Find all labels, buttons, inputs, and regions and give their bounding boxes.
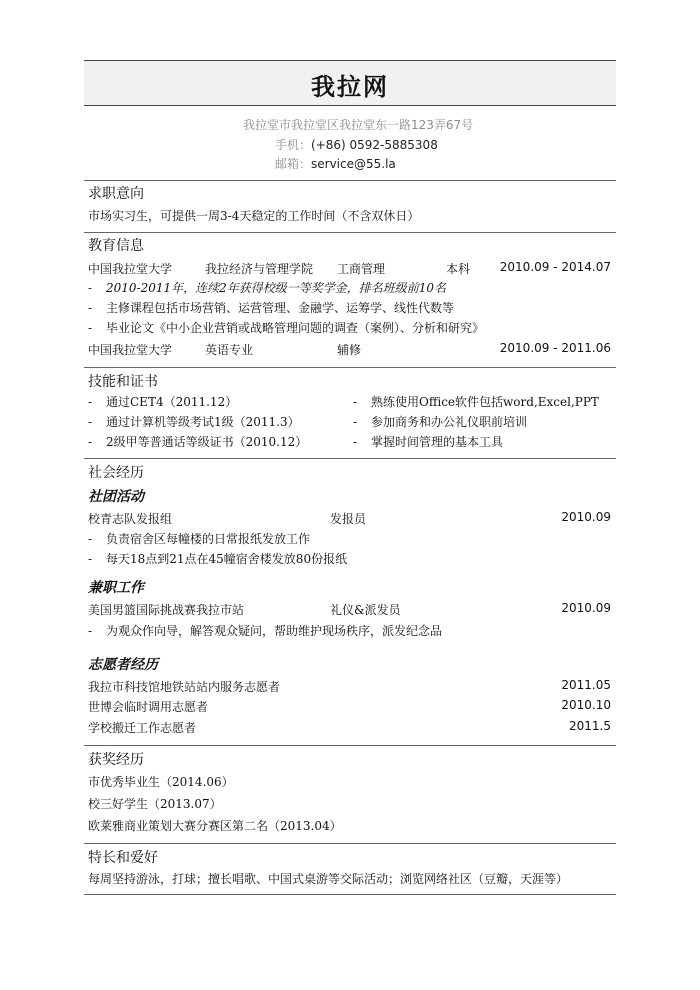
club-bullet: - 每天18点到21点在45幢宿舍楼发放80份报纸 <box>88 552 348 566</box>
volunteer-date: 2011.5 <box>569 719 611 733</box>
club-role: 发报员 <box>330 512 367 526</box>
divider <box>84 180 616 181</box>
section-title-awards: 获奖经历 <box>88 752 144 768</box>
phone-line <box>275 136 438 153</box>
subsection-club: 社团活动 <box>88 489 144 505</box>
divider <box>84 894 616 895</box>
skill-item: - 2级甲等普通话等级证书（2010.12） <box>88 435 308 449</box>
skill-item: - 参加商务和办公礼仪职前培训 <box>353 415 528 429</box>
parttime-date: 2010.09 <box>561 601 611 615</box>
divider <box>84 367 616 368</box>
email-value: service@55.la <box>311 157 396 171</box>
edu-college: 英语专业 <box>205 343 254 357</box>
divider <box>84 232 616 233</box>
volunteer-item: 我拉市科技馆地铁站站内服务志愿者 <box>88 680 281 694</box>
edu-major: 工商管理 <box>337 262 386 276</box>
phone-value: (+86) 0592-5885308 <box>311 138 438 152</box>
award-item: 校三好学生（2013.07） <box>88 797 222 811</box>
address: 我拉堂市我拉堂区我拉堂东一路123弄67号 <box>243 118 474 132</box>
section-title-education: 教育信息 <box>88 238 144 254</box>
section-title-skills: 技能和证书 <box>88 374 158 390</box>
resume-name: 我拉网 <box>311 73 389 101</box>
parttime-bullet: - 为观众作向导，解答观众疑问，帮助维护现场秩序，派发纪念品 <box>88 624 443 638</box>
edu-period: 2010.09 - 2014.07 <box>499 260 611 274</box>
skill-item: - 掌握时间管理的基本工具 <box>353 435 504 449</box>
divider <box>84 745 616 746</box>
club-bullet: - 负责宿舍区每幢楼的日常报纸发放工作 <box>88 532 311 546</box>
hobbies-text: 每周坚持游泳，打球；擅长唱歌、中国式桌游等交际活动；浏览网络社区（豆瓣，天涯等） <box>88 872 569 886</box>
edu-bullet: - 2010-2011年，连续2年获得校级一等奖学金，排名班级前10名 <box>88 281 447 295</box>
edu-school: 中国我拉堂大学 <box>88 343 173 357</box>
edu-major: 辅修 <box>337 343 362 357</box>
edu-bullet: - 毕业论文《中小企业营销或战略管理问题的调查（案例）、分析和研究》 <box>88 321 485 335</box>
edu-school: 中国我拉堂大学 <box>88 262 173 276</box>
objective-text: 市场实习生，可提供一周3-4天稳定的工作时间（不含双休日） <box>88 209 420 223</box>
skill-item: - 通过计算机等级考试1级（2011.3） <box>88 415 300 429</box>
phone-label: 手机： <box>275 138 312 152</box>
divider <box>84 843 616 844</box>
award-item: 欧莱雅商业策划大赛分赛区第二名（2013.04） <box>88 819 342 833</box>
parttime-org: 美国男篮国际挑战赛我拉市站 <box>88 603 245 617</box>
email-line <box>275 155 396 172</box>
header-band <box>84 60 616 106</box>
edu-college: 我拉经济与管理学院 <box>205 262 314 276</box>
subsection-parttime: 兼职工作 <box>88 580 144 596</box>
divider <box>84 458 616 459</box>
edu-period: 2010.09 - 2011.06 <box>499 341 611 355</box>
edu-degree: 本科 <box>446 262 471 276</box>
section-title-hobbies: 特长和爱好 <box>88 850 158 866</box>
subsection-volunteer: 志愿者经历 <box>88 657 158 673</box>
skill-item: - 熟练使用Office软件包括word,Excel,PPT <box>353 395 599 409</box>
award-item: 市优秀毕业生（2014.06） <box>88 775 234 789</box>
volunteer-date: 2011.05 <box>561 678 611 692</box>
volunteer-item: 学校搬迁工作志愿者 <box>88 721 197 735</box>
volunteer-item: 世博会临时调用志愿者 <box>88 700 209 714</box>
club-org: 校青志队发报组 <box>88 512 173 526</box>
club-date: 2010.09 <box>561 510 611 524</box>
skill-item: - 通过CET4（2011.12） <box>88 395 238 409</box>
edu-bullet: - 主修课程包括市场营销、运营管理、金融学、运筹学、线性代数等 <box>88 301 455 315</box>
section-title-objective: 求职意向 <box>88 186 144 202</box>
parttime-role: 礼仪&派发员 <box>330 603 401 617</box>
section-title-social: 社会经历 <box>88 465 144 481</box>
email-label: 邮箱： <box>275 157 312 171</box>
volunteer-date: 2010.10 <box>561 698 611 712</box>
